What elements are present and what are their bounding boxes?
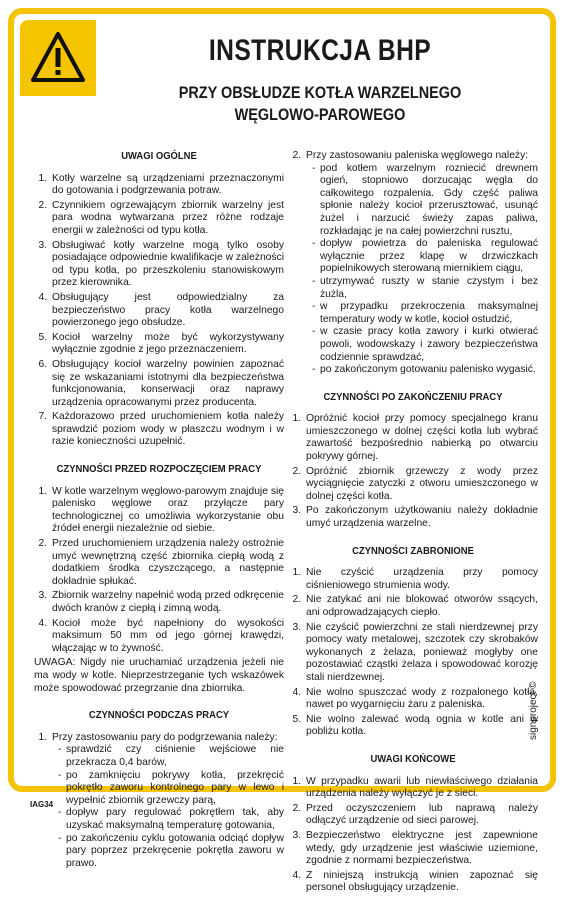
before-work-list <box>34 486 284 656</box>
list-item: 1. Opróżnić kocioł przy pomocy specjalnego kranu umieszczonego w dolnej części kotła lub wybrać zawartość bezpośrednio nabierką po otwarciu pokrywy górnej. <box>304 413 538 463</box>
dash-item: - po zakończonym gotowaniu palenisko wygasić. <box>312 364 538 377</box>
list-item-text: Przy zastosowaniu paleniska węglowego należy: <box>306 150 529 161</box>
list-item: 1. W przypadku awarii lub niewłaściwego działania urządzenia należy wyłączyć je z sieci. <box>304 776 538 801</box>
list-item: 1. W kotle warzelnym węglowo-parowym znajduje się palenisko węglowe oraz przyłącze pary technologicznej co umożliwia wykorzystanie obu źródeł energii niezależnie od siebie. <box>50 486 284 536</box>
list-item: 3. Zbiornik warzelny napełnić wodą przed odkręcenie dwóch kranów z ciepłą i zimną wodą. <box>50 590 284 615</box>
general-list <box>34 173 284 449</box>
list-item: 3. Nie czyścić powierzchni ze stali nierdzewnej przy pomocy waty metalowej, szczotek czy skrobaków wykonanych z żelaza, ponieważ mogłyby one pozostawiać cząstki żelaza i spowodować korozję stali nierdzewnej. <box>304 622 538 685</box>
during-work-list-cont <box>288 150 538 377</box>
dash-item: - dopływ pary regulować pokrętłem tak, aby uzyskać maksymalną temperaturę gotowania, <box>58 807 284 832</box>
list-item: 1. Kotły warzelne są urządzeniami przeznaczonymi do gotowania i podgrzewania potraw. <box>50 173 284 198</box>
forbidden-list <box>288 567 538 739</box>
right-column <box>288 150 538 909</box>
page-title: INSTRUKCJA BHP <box>208 34 432 67</box>
warning-note: UWAGA: Nigdy nie uruchamiać urządzenia jeżeli nie ma wody w kotle. Nieprzestrzeganie tych wskazówek może spowodować przegrzanie dna zbiornika. <box>34 657 284 694</box>
section-heading-after-work: CZYNNOŚCI PO ZAKOŃCZENIU PRACY <box>323 390 503 403</box>
section-heading-during-work: CZYNNOŚCI PODCZAS PRACY <box>88 709 230 722</box>
dash-item: - po zamknięciu pokrywy kotła, przekręcić pokrętło zaworu kontrolnego pary w lewo i wypełnić zbiornik grzewczy parą, <box>58 770 284 808</box>
coal-steps <box>306 163 538 377</box>
warning-box <box>20 20 96 96</box>
list-item: 3. Bezpieczeństwo elektryczne jest zapewnione wtedy, gdy urządzenie jest właściwie uziemione, zgodnie z normami bezpieczeństwa. <box>304 830 538 868</box>
dash-item: - w przypadku przekroczenia maksymalnej temperatury wody w kotle, kocioł ostudzić, <box>312 301 538 326</box>
list-item <box>304 150 538 377</box>
left-column <box>34 150 284 872</box>
page-subtitle <box>142 82 499 126</box>
list-item: 2. Nie zatykać ani nie blokować otworów ssących, ani odprowadzających ciepło. <box>304 594 538 619</box>
list-item: 4. Nie wolno spuszczać wody z rozpalonego kotła, nawet po wygarnięciu żaru z paleniska. <box>304 687 538 712</box>
list-item-text: Przy zastosowaniu pary do podgrzewania należy: <box>52 731 278 743</box>
dash-item: - w czasie pracy kotła zawory i kurki otwierać powoli, wodowskazy i zawory bezpieczeństwa codziennie sprawdzać, <box>312 326 538 364</box>
section-heading-final: UWAGI KOŃCOWE <box>370 752 456 765</box>
dash-item: - dopływ powietrza do paleniska regulować wyłącznie przez klapę w drzwiczkach popielnikowych sterowaną miernikiem ciągu, <box>312 238 538 276</box>
dash-item: - sprawdzić czy ciśnienie wejściowe nie przekracza 0,4 barów, <box>58 744 284 769</box>
list-item: 4. Kocioł może być napełniony do wysokości maksimum 50 mm od jego górnej krawędzi, włączając w to żywność. <box>50 618 284 656</box>
list-item: 5. Nie wolno zalewać wodą ognia w kotle ani w pobliżu kotła. <box>304 714 538 739</box>
dash-item: - po zakończeniu cyklu gotowania odciąć dopływ pary poprzez przekręcenie pokrętła zaworu w prawo. <box>58 833 284 871</box>
brand-label: signproject © <box>528 681 539 740</box>
list-item: 3. Po zakończonym użytkowaniu należy dokładnie umyć urządzenia warzelne. <box>304 505 538 530</box>
dash-item: - utrzymywać ruszty w stanie czystym i bez żużla, <box>312 276 538 301</box>
section-heading-general: UWAGI OGÓLNE <box>121 150 197 162</box>
list-item: 6. Obsługujący kocioł warzelny powinien zapoznać się ze wskazaniami istotnymi dla bezpieczeństwa funkcjonowania, konserwacji oraz naprawy urządzenia opracowanymi przez producenta. <box>50 359 284 409</box>
final-list <box>288 776 538 895</box>
list-item: 1. Nie czyścić urządzenia przy pomocy ciśnieniowego strumienia wody. <box>304 567 538 592</box>
subtitle-line-1: PRZY OBSŁUDZE KOTŁA WARZELNEGO <box>178 83 462 102</box>
list-item: 2. Przed uruchomieniem urządzenia należy ostrożnie umyć wewnętrzną część zbiornika ciepłą wodą z dodatkiem środka czyszczącego, a następnie dokładnie spłukać. <box>50 538 284 588</box>
list-item: 4. Obsługujący jest odpowiedzialny za bezpieczeństwo pracy kotła warzelnego powierzonego jego obsłudze. <box>50 292 284 330</box>
product-code: IAG34 <box>30 800 54 809</box>
list-item: 3. Obsługiwać kotły warzelne mogą tylko osoby posiadające odpowiednie kwalifikacje w zależności od typu kotła, po przeszkoleniu stanowiskowym przez kierownika. <box>50 240 284 290</box>
list-item: 4. Z niniejszą instrukcją winien zapoznać się personel obsługujący urządzenie. <box>304 870 538 895</box>
list-item <box>50 732 284 871</box>
dash-item: - pod kotłem warzelnym rozniecić drewnem ogień, stopniowo dorzucając węgla do całkowitego rozpalenia. Gdy część paliwa spłonie należy kocioł przerusztować, usunąć żużel i narzucić świeży zapas paliwa, rozkładając je na całej powierzchni rusztu, <box>312 163 538 239</box>
during-work-list <box>34 732 284 871</box>
steam-steps <box>52 744 284 870</box>
section-heading-before-work: CZYNNOŚCI PRZED ROZPOCZĘCIEM PRACY <box>56 463 262 476</box>
list-item: 2. Opróżnić zbiornik grzewczy z wody przez wyciągnięcie zatyczki z otworu umieszczonego w dolnej części kotła. <box>304 466 538 504</box>
list-item: 2. Przed oczyszczeniem lub naprawą należy odłączyć urządzenie od sieci parowej. <box>304 803 538 828</box>
subtitle-line-2: WĘGLOWO-PAROWEGO <box>234 105 406 124</box>
after-work-list <box>288 413 538 530</box>
section-heading-forbidden: CZYNNOŚCI ZABRONIONE <box>352 544 474 557</box>
list-item: 7. Każdorazowo przed uruchomieniem kotła należy sprawdzić poziom wody w płaszczu wodnym i w razie konieczności uzupełnić. <box>50 411 284 449</box>
list-item: 5. Kocioł warzelny może być wykorzystywany wyłącznie zgodnie z jego przeznaczeniem. <box>50 332 284 357</box>
warning-triangle-icon <box>30 30 86 86</box>
list-item: 2. Czynnikiem ogrzewającym zbiornik warzelny jest para wodna wytwarzana przez różne rodzaje energii w zależności od typu kotła. <box>50 200 284 238</box>
